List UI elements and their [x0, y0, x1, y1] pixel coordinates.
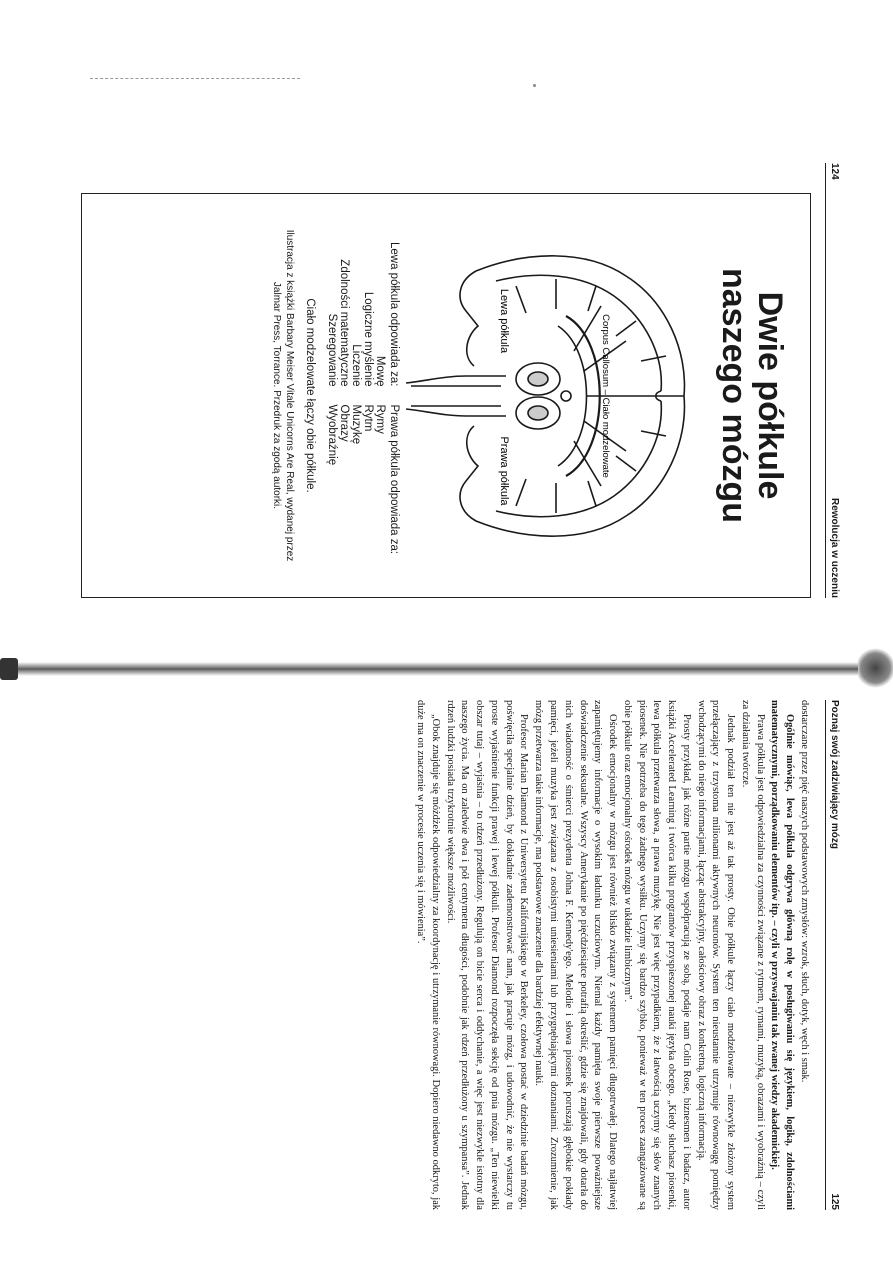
illustration-credit: Ilustracja z książki Barbary Meiser Vitale Unicorns Are Real, wydanej przez Jalmar Press, Torrance. Przedruk za zgodą autorki.	[271, 229, 295, 562]
list-item: Rymy	[374, 404, 386, 434]
running-head-125	[825, 700, 840, 1210]
hemisphere-functions	[326, 194, 400, 597]
list-item: Zdolności matematyczne	[338, 259, 350, 387]
paragraph: Prosty przykład, jak różne partie mózgu współpracują ze sobą, podaje nam Colin Rose, biznesmen i badacz, autor książki Accelerated Learning i twórca kilku programów przyspieszonej nauki języka obcego. „Kiedy słuchasz piosenki, lewa półkula przetwarza słowa, a prawa muzykę. Nie jest więc przypadkiem, że z łatwością uczymy się słów znanych piosenek. Nie potrzeba do tego żadnego wysiłku. Uczymy się bardzo szybko, ponieważ w ten proces zaangażowane są obie półkule oraz emocjonalny ośrodek mózgu w układzie limbicznym”.	[621, 700, 692, 1210]
right-hemisphere-functions	[326, 405, 400, 580]
page-number: 125	[829, 1193, 840, 1210]
paragraph: Jednak podział ten nie jest aż tak prosty. Obie półkule łączy ciało modzelowate – niezwykle złożony system przełączający z trzystoma milionami aktywnych neuronów. System ten nieustannie utrzymuje równowagę pomiędzy wchodzącymi do niego informacjami, łącząc abstrakcyjny, całościowy obraz z konkretną, logiczną informacją.	[695, 700, 737, 1210]
paragraph-bold: Ogólnie mówiąc, lewa półkula odgrywa główną rolę w posługiwaniu się językiem, logiką, zdolnościami matematycznymi, porządkowaniu elementów itp. – czyli w przyswajaniu tak zwanej wiedzy akademickiej.	[769, 700, 796, 1210]
left-hemisphere-label: Lewa półkula	[498, 288, 510, 353]
list-item: Wyobraźnię	[326, 404, 338, 466]
left-col-heading: Lewa półkula odpowiada za:	[388, 242, 400, 387]
right-hemisphere-label: Prawa półkula	[498, 435, 510, 506]
list-item: Muzykę	[350, 404, 362, 445]
book-gutter	[0, 662, 893, 676]
scan-artifact-line	[90, 78, 300, 79]
running-head-title: Rewolucja w uczeniu	[829, 497, 840, 598]
paragraph: dostarczane przez pięć naszych podstawowych zmysłów: wzrok, słuch, dotyk, węch i smak.	[799, 700, 810, 1083]
corpus-callosum-label: Corpus Callosum – Ciało modzelowate	[600, 313, 611, 478]
scan-artifact-dot	[533, 84, 536, 87]
left-hemisphere-functions	[326, 212, 400, 387]
running-head-title: Poznaj swój zadziwiający mózg	[829, 700, 840, 849]
paragraph: Profesor Marian Diamond z Uniwersytetu Kalifornijskiego w Berkeley, czołowa postać w dziedzinie badań mózgu, poświęciła specjalnie dzień, by dokładnie zademonstrować nam, jak pracuje mózg, i udowodnić, że nie wystarczy tu proste wyjaśnienie funkcji prawej i lewej półkuli. Profesor Diamond rozpoczęła sekcję od pnia mózgu. „Ten niewielki obszar tutaj – wyjaśnia – to rdzeń przedłużony. Regulują on bicie serca i oddychanie, a więc jest niezwykle istotny dla naszego życia. Ma on zaledwie dwa i pół centymetra długości, podobnie jak rdzeń przedłużony u szympansa”. Jednak rdzeń ludzki posiada trzykrotnie większe możliwości.	[444, 700, 530, 1210]
corpus-callosum-note: Ciało modzelowate łączy obie półkule.	[304, 298, 316, 493]
running-head-124	[825, 163, 840, 598]
list-item: Logiczne myślenie	[362, 291, 374, 387]
list-item: Szeregowanie	[326, 313, 338, 387]
paragraph: Ośrodek emocjonalny w mózgu jest również blisko związany z systemem pamięci długotrwałej. Dlatego najłatwiej zapamiętujemy informacje o wysokim ładunku uczuciowym. Niemal każdy pamięta swoje pierwsze poważniejsze doświadczenie seksualne. Wszyscy Amerykanie po pięćdziesiątce potrafią określić, gdzie się znajdowali, gdy dotarła do nich wiadomość o śmierci prezydenta Johna F. Kennedy'ego. Melodie i słowa piosenek poruszają głębokie pokłady pamięci, jeżeli muzyka jest związana z osobistymi uniesieniami lub przygnębiającymi doznaniami. Zrozumienie, jak mózg przetwarza takie informacje, ma podstawowe znaczenie dla bardziej efektywnej nauki.	[533, 700, 619, 1210]
box-title: Dwie półkule naszego mózgu	[715, 267, 789, 524]
right-col-heading: Prawa półkula odpowiada za:	[388, 404, 400, 555]
list-item: Obrazy	[338, 404, 350, 442]
page-125	[70, 700, 840, 1210]
page-124	[70, 163, 840, 598]
paragraph: Prawa półkula jest odpowiedzialna za czynności związane z rytmem, rymami, muzyką, obrazami i wyobraźnią – czyli za działania twórcze.	[739, 700, 766, 1210]
gutter-mark-right	[858, 648, 893, 688]
brain-cross-section-diagram	[406, 231, 706, 561]
paragraph: „Obok znajduje się móżdżek odpowiedzialny za koordynację i utrzymanie równowagi. Dopiero niedawno odkryto, jak duże ma on znaczenie w procesie uczenia się i mówienia”.	[415, 700, 441, 1210]
list-item: Liczenie	[350, 344, 362, 387]
list-item: Mowę	[374, 355, 386, 387]
list-item: Rytm	[362, 404, 374, 432]
page-number: 124	[829, 163, 840, 180]
illustration-box	[81, 193, 811, 598]
gutter-mark-left	[0, 658, 18, 680]
body-text	[412, 700, 811, 1210]
